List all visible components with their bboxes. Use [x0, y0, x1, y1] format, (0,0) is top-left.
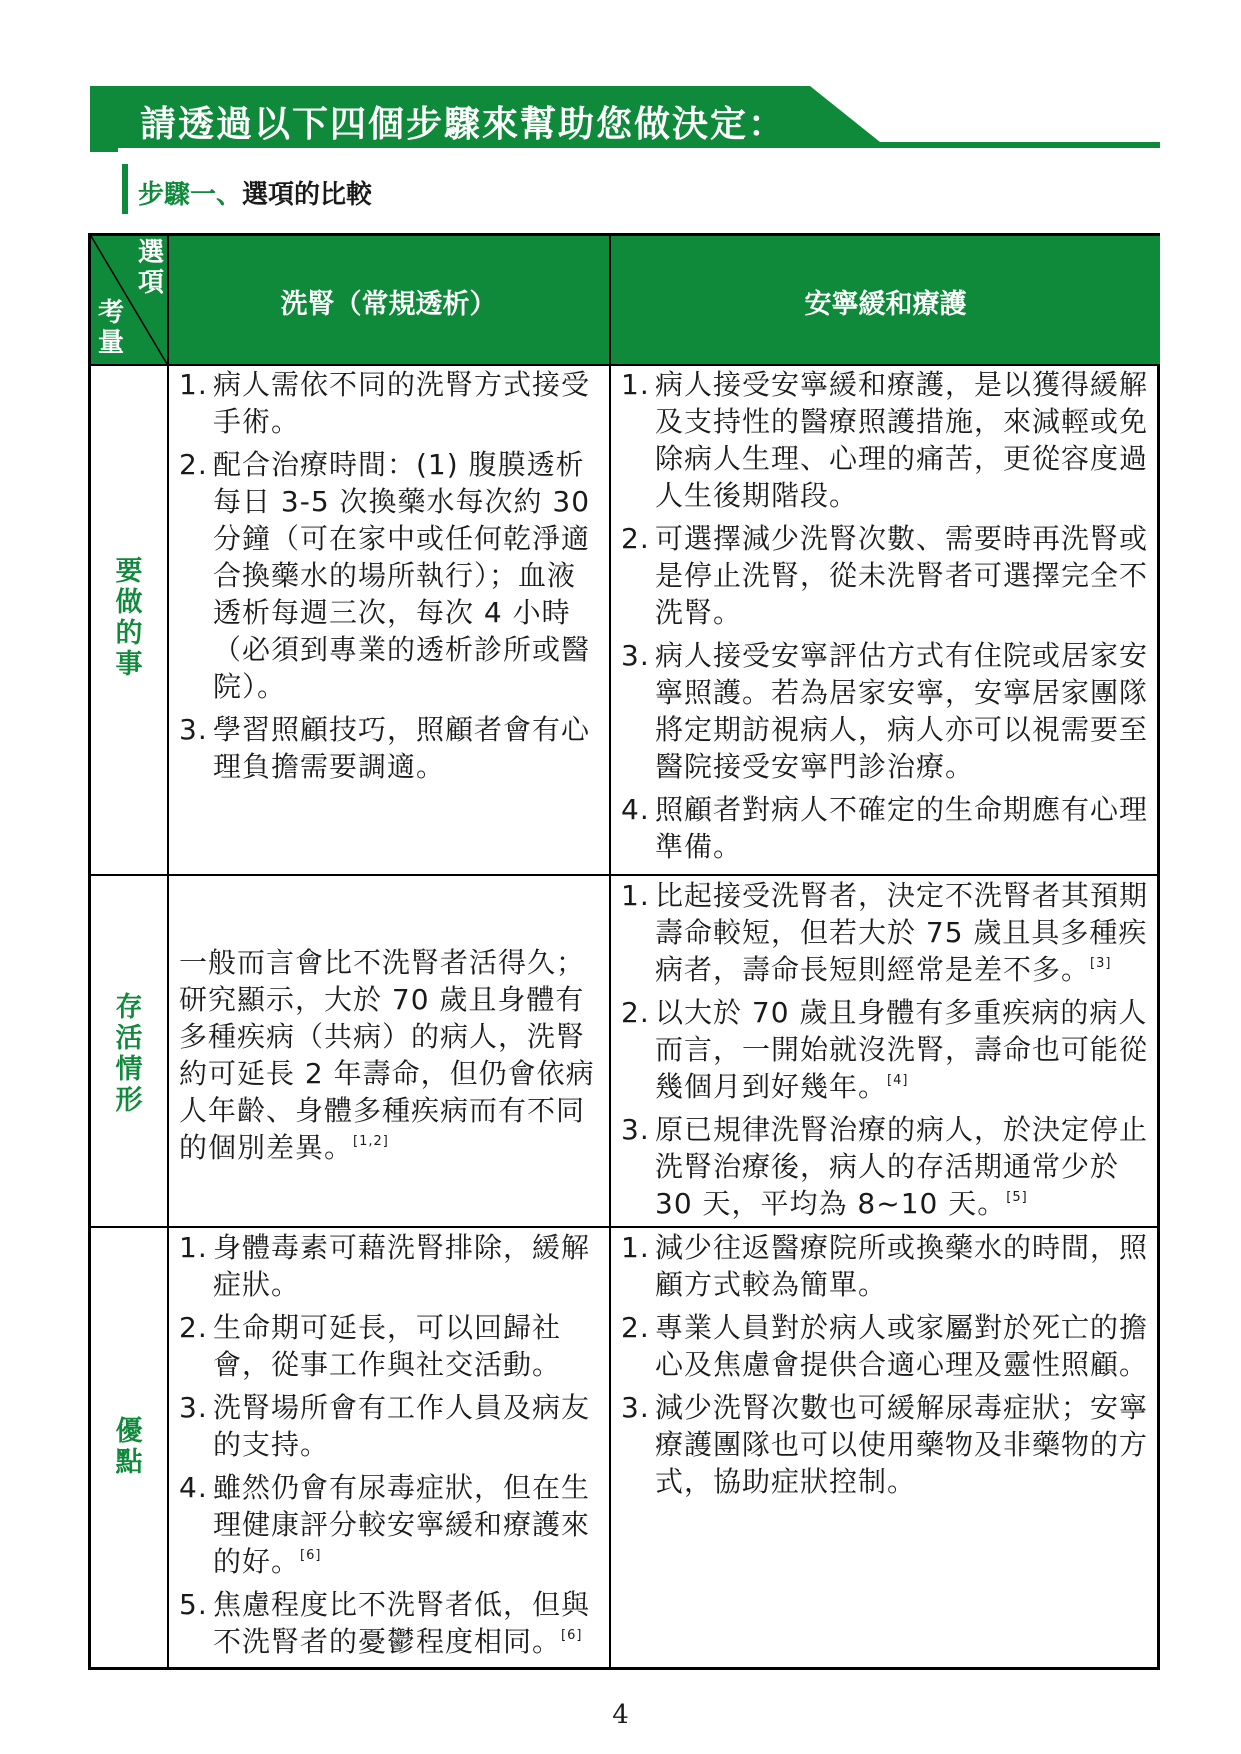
- column-divider: [167, 236, 169, 1667]
- corner-options-label: [137, 238, 165, 298]
- list-item: [179, 1586, 599, 1660]
- item-text: 以大於 70 歲且身體有多重疾病的病人而言，一開始就沒洗腎，壽命也可能從幾個月到好幾年。: [655, 996, 1149, 1103]
- banner-title: 請透過以下四個步驟來幫助您做決定：: [140, 104, 787, 145]
- corner-header-cell: [91, 236, 167, 364]
- row-label-char: 優: [115, 1416, 143, 1447]
- list-item: [621, 877, 1151, 988]
- cell-survival-dialysis: [179, 944, 599, 1166]
- item-number: 1.: [179, 1231, 208, 1264]
- section-banner: [90, 86, 1160, 152]
- column-header-text: 安寧緩和療護: [804, 289, 967, 320]
- cell-tasks-dialysis: [179, 366, 599, 791]
- citation-ref: [5]: [1006, 1190, 1028, 1205]
- row-label-char: 要: [115, 556, 143, 587]
- step-accent-bar: [122, 164, 128, 214]
- list-item: [621, 1229, 1151, 1303]
- paragraph-text: 一般而言會比不洗腎者活得久；研究顯示，大於 70 歲且身體有多種疾病（共病）的病人，洗腎約可延長 2 年壽命，但仍會依病人年齡、身體多種疾病而有不同的個別差異。: [179, 946, 595, 1164]
- item-text: 學習照顧技巧，照顧者會有心理負擔需要調適。: [213, 713, 591, 783]
- row-label-char: 情: [115, 1054, 143, 1085]
- cell-advantages-palliative: [621, 1229, 1151, 1506]
- item-number: 3.: [179, 1391, 208, 1424]
- list-item: [621, 520, 1151, 631]
- column-header-palliative: [611, 236, 1160, 364]
- list-item: [179, 1389, 599, 1463]
- item-number: 2.: [179, 1311, 208, 1344]
- item-text: 生命期可延長，可以回歸社會，從事工作與社交活動。: [213, 1311, 562, 1381]
- row-label-char: 存: [115, 992, 143, 1023]
- item-text: 病人接受安寧緩和療護，是以獲得緩解及支持性的醫療照護措施，來減輕或免除病人生理、心理的痛苦，更從容度過人生後期階段。: [655, 368, 1149, 512]
- column-header-text: 洗腎（常規透析）: [280, 289, 497, 320]
- cell-tasks-palliative: [621, 366, 1151, 871]
- item-number: 4.: [621, 793, 650, 826]
- list-item: [179, 1229, 599, 1303]
- corner-considerations-label: [97, 298, 125, 358]
- step-title: 選項的比較: [242, 180, 373, 210]
- row-label-char: 事: [115, 649, 143, 680]
- paragraph: [179, 944, 599, 1166]
- item-number: 2.: [621, 1311, 650, 1344]
- list-item: [621, 366, 1151, 514]
- citation-ref: [6]: [300, 1548, 322, 1563]
- item-text: 焦慮程度比不洗腎者低，但與不洗腎者的憂鬱程度相同。: [213, 1588, 591, 1658]
- item-number: 3.: [621, 1113, 650, 1146]
- item-text: 洗腎場所會有工作人員及病友的支持。: [213, 1391, 591, 1461]
- column-divider: [609, 236, 611, 1667]
- item-number: 1.: [621, 368, 650, 401]
- corner-char: 項: [137, 268, 164, 298]
- list-item: [179, 446, 599, 705]
- citation-ref: [1,2]: [353, 1134, 389, 1149]
- row-label-advantages: [91, 1416, 167, 1478]
- item-number: 3.: [621, 639, 650, 672]
- column-header-dialysis: [168, 236, 609, 364]
- step-prefix: 步驟一、: [138, 180, 243, 210]
- row-label-char: 形: [115, 1085, 143, 1116]
- item-number: 4.: [179, 1471, 208, 1504]
- citation-ref: [4]: [887, 1073, 909, 1088]
- list-item: [621, 637, 1151, 785]
- step-heading: [138, 174, 372, 211]
- row-label-char: 做: [115, 587, 143, 618]
- corner-char: 選: [137, 238, 164, 268]
- list-item: [621, 994, 1151, 1105]
- list-item: [179, 366, 599, 440]
- row-divider: [91, 874, 1157, 876]
- row-label-survival: [91, 992, 167, 1116]
- item-text: 病人接受安寧評估方式有住院或居家安寧照護。若為居家安寧，安寧居家團隊將定期訪視病人，病人亦可以視需要至醫院接受安寧門診治療。: [655, 639, 1149, 783]
- item-text: 病人需依不同的洗腎方式接受手術。: [213, 368, 591, 438]
- page-number: 4: [612, 1700, 629, 1730]
- item-text: 原已規律洗腎治療的病人，於決定停止洗腎治療後，病人的存活期通常少於 30 天，平均為 8~10 天。: [655, 1113, 1149, 1220]
- corner-char: 量: [97, 328, 124, 358]
- list-item: [179, 1469, 599, 1580]
- item-text: 雖然仍會有尿毒症狀，但在生理健康評分較安寧緩和療護來的好。: [213, 1471, 591, 1578]
- list-item: [621, 1111, 1151, 1222]
- item-text: 照顧者對病人不確定的生命期應有心理準備。: [655, 793, 1149, 863]
- item-text: 身體毒素可藉洗腎排除，緩解症狀。: [213, 1231, 591, 1301]
- item-number: 1.: [621, 879, 650, 912]
- row-label-char: 活: [115, 1023, 143, 1054]
- item-text: 專業人員對於病人或家屬對於死亡的擔心及焦慮會提供合適心理及靈性照顧。: [655, 1311, 1149, 1381]
- list-item: [621, 1389, 1151, 1500]
- comparison-table: [88, 233, 1160, 1670]
- citation-ref: [3]: [1090, 956, 1112, 971]
- item-number: 2.: [179, 448, 208, 481]
- item-number: 2.: [621, 522, 650, 555]
- list-item: [621, 1309, 1151, 1383]
- item-number: 1.: [179, 368, 208, 401]
- item-text: 減少洗腎次數也可緩解尿毒症狀；安寧療護團隊也可以使用藥物及非藥物的方式，協助症狀控制。: [655, 1391, 1149, 1498]
- cell-survival-palliative: [621, 877, 1151, 1228]
- item-text: 減少往返醫療院所或換藥水的時間，照顧方式較為簡單。: [655, 1231, 1149, 1301]
- corner-char: 考: [97, 298, 124, 328]
- citation-ref: [6]: [561, 1628, 583, 1643]
- list-item: [179, 711, 599, 785]
- row-label-char: 的: [115, 618, 143, 649]
- item-number: 1.: [621, 1231, 650, 1264]
- item-text: 配合治療時間：(1) 腹膜透析每日 3-5 次換藥水每次約 30 分鐘（可在家中或任何乾淨適合換藥水的場所執行）；血液透析每週三次，每次 4 小時（必須到專業的透析診所或醫院）。: [213, 448, 591, 703]
- item-number: 5.: [179, 1588, 208, 1621]
- item-text: 比起接受洗腎者，決定不洗腎者其預期壽命較短，但若大於 75 歲且具多種疾病者，壽命長短則經常是差不多。: [655, 879, 1149, 986]
- row-label-tasks: [91, 556, 167, 680]
- cell-advantages-dialysis: [179, 1229, 599, 1666]
- list-item: [179, 1309, 599, 1383]
- item-number: 3.: [179, 713, 208, 746]
- item-number: 2.: [621, 996, 650, 1029]
- row-label-char: 點: [115, 1447, 143, 1478]
- item-number: 3.: [621, 1391, 650, 1424]
- list-item: [621, 791, 1151, 865]
- item-text: 可選擇減少洗腎次數、需要時再洗腎或是停止洗腎，從未洗腎者可選擇完全不洗腎。: [655, 522, 1149, 629]
